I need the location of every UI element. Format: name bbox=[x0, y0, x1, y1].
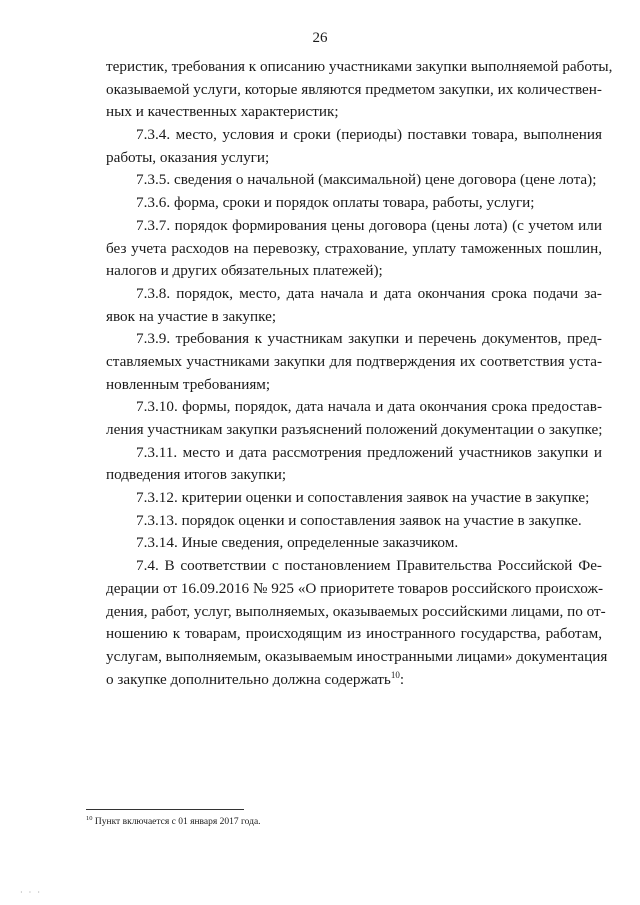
footnote-number: 10 bbox=[86, 814, 93, 822]
clause-7-3-10: 7.3.10. формы, порядок, дата начала и дата окончания срока предостав- bbox=[136, 398, 602, 416]
clause-7-3-6: 7.3.6. форма, сроки и порядок оплаты товара, работы, услуги; bbox=[136, 194, 535, 212]
clause-7-3-12: 7.3.12. критерии оценки и сопоставления заявок на участие в закупке; bbox=[136, 489, 590, 507]
text-line: новленным требованиям; bbox=[106, 375, 271, 393]
text-line: ставляемых участниками закупки для подтверждения их соответствия уста- bbox=[106, 352, 602, 370]
document-body bbox=[106, 56, 613, 691]
footnote-reference[interactable]: 10 bbox=[390, 669, 400, 680]
clause-7-3-8: 7.3.8. порядок, место, дата начала и дата окончания срока подачи за- bbox=[136, 284, 602, 302]
footnote-divider bbox=[86, 809, 244, 810]
text-line: оказываемой услуги, которые являются предметом закупки, их количествен- bbox=[106, 80, 602, 98]
clause-7-3-5: 7.3.5. сведения о начальной (максимальной) цене договора (цене лота); bbox=[136, 171, 597, 189]
text-line: дения, работ, услуг, выполняемых, оказываемых российскими лицами, по от- bbox=[106, 602, 606, 620]
clause-7-3-9: 7.3.9. требования к участникам закупки и перечень документов, пред- bbox=[136, 330, 602, 348]
text-line: подведения итогов закупки; bbox=[106, 466, 287, 484]
text-line: работы, оказания услуги; bbox=[106, 148, 270, 166]
footnote-text: Пункт включается с 01 января 2017 года. bbox=[94, 817, 261, 827]
clause-7-3-13: 7.3.13. порядок оценки и сопоставления заявок на участие в закупке. bbox=[136, 511, 582, 529]
page-number: 26 bbox=[312, 30, 328, 46]
text-line: дерации от 16.09.2016 № 925 «О приоритете товаров российского происхож- bbox=[106, 579, 604, 597]
clause-7-3-4: 7.3.4. место, условия и сроки (периоды) поставки товара, выполнения bbox=[136, 126, 602, 144]
text-line: без учета расходов на перевозку, страхование, уплату таможенных пошлин, bbox=[106, 239, 602, 257]
text-line: явок на участие в закупке; bbox=[106, 307, 277, 325]
clause-7-3-14: 7.3.14. Иные сведения, определенные заказчиком. bbox=[136, 534, 459, 552]
text-line: ления участникам закупки разъяснений положений документации о закупке; bbox=[106, 421, 603, 438]
text-line: ных и качественных характеристик; bbox=[106, 103, 339, 121]
clause-7-4: 7.4. В соответствии с постановлением Правительства Российской Фе- bbox=[136, 557, 602, 575]
text-line: услугам, выполняемым, оказываемым иностранными лицами» документация bbox=[106, 647, 608, 665]
footnote bbox=[86, 814, 261, 827]
line-tail-punctuation: : bbox=[399, 670, 405, 688]
text-line-last bbox=[106, 669, 602, 692]
scan-artifact: · · · bbox=[20, 888, 42, 897]
clause-7-3-7: 7.3.7. порядок формирования цены договора (цены лота) (с учетом или bbox=[136, 216, 602, 234]
text-line-content: о закупке дополнительно должна содержать bbox=[106, 670, 391, 688]
clause-7-3-11: 7.3.11. место и дата рассмотрения предложений участников закупки и bbox=[136, 443, 602, 461]
text-line: налогов и других обязательных платежей); bbox=[106, 262, 383, 280]
text-line: теристик, требования к описанию участниками закупки выполняемой работы, bbox=[106, 58, 613, 75]
text-line: ношению к товарам, происходящим из иностранного государства, работам, bbox=[106, 625, 602, 643]
